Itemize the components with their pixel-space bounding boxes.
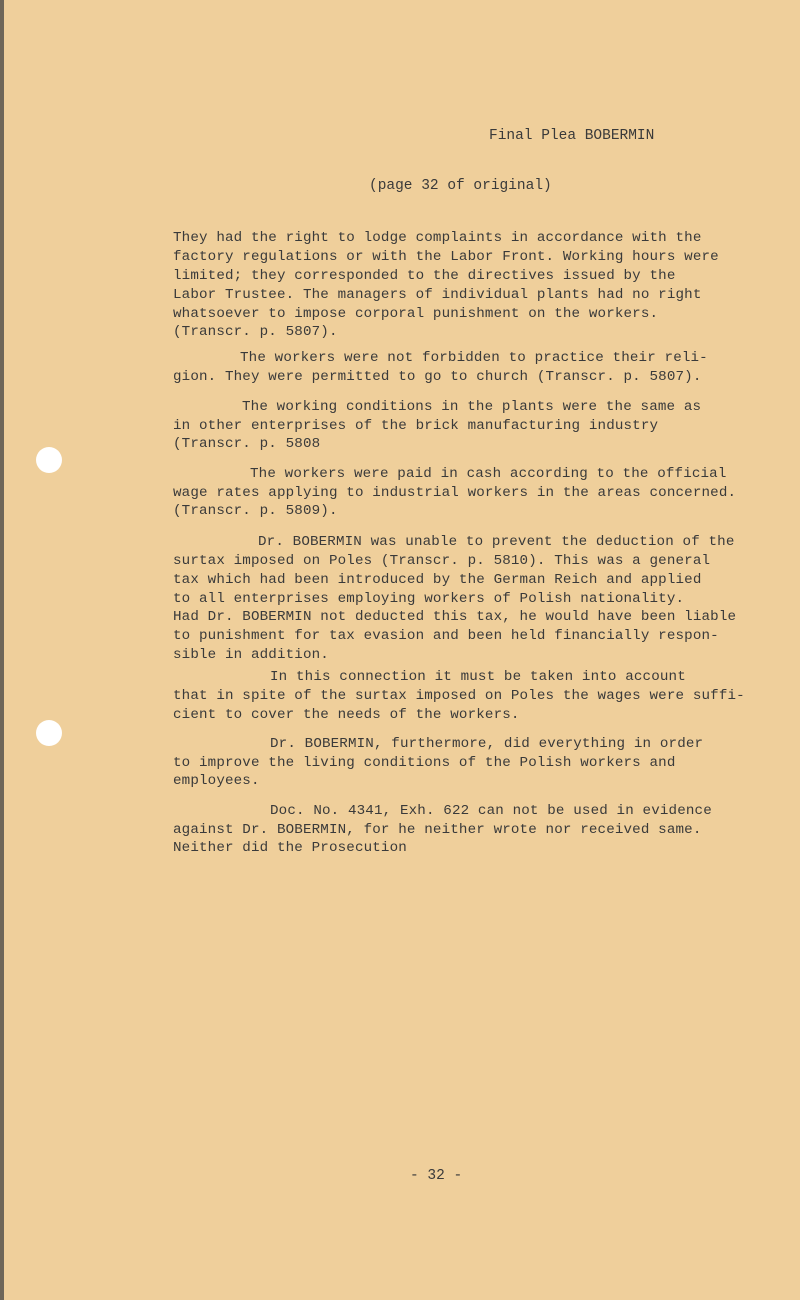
text-line: employees. xyxy=(173,773,260,789)
text-line: The workers were paid in cash according to the official xyxy=(250,466,727,482)
text-line: to improve the living conditions of the Polish workers and xyxy=(173,755,676,771)
text-line: Neither did the Prosecution xyxy=(173,840,407,856)
text-line: in other enterprises of the brick manufacturing industry xyxy=(173,418,659,434)
text-line: whatsoever to impose corporal punishment on the workers. xyxy=(173,306,659,322)
text-line: to punishment for tax evasion and been held financially respon- xyxy=(173,628,719,644)
text-line: Dr. BOBERMIN was unable to prevent the deduction of the xyxy=(258,534,735,550)
page-number: - 32 - xyxy=(410,1168,463,1184)
text-line: Doc. No. 4341, Exh. 622 can not be used in evidence xyxy=(270,803,712,819)
text-line: cient to cover the needs of the workers. xyxy=(173,707,520,723)
text-line: to all enterprises employing workers of Polish nationality. xyxy=(173,591,685,607)
punch-hole xyxy=(36,720,62,746)
text-line: tax which had been introduced by the German Reich and applied xyxy=(173,572,702,588)
text-line: surtax imposed on Poles (Transcr. p. 5810). This was a general xyxy=(173,553,711,569)
text-line: factory regulations or with the Labor Front. Working hours were xyxy=(173,249,719,265)
text-line: limited; they corresponded to the directives issued by the xyxy=(173,268,676,284)
text-line: In this connection it must be taken into account xyxy=(270,669,686,685)
text-line: They had the right to lodge complaints in accordance with the xyxy=(173,230,702,246)
original-page-reference: (page 32 of original) xyxy=(369,178,552,194)
text-line: (Transcr. p. 5807). xyxy=(173,324,338,340)
text-line: Had Dr. BOBERMIN not deducted this tax, he would have been liable xyxy=(173,609,737,625)
text-line: The workers were not forbidden to practice their reli- xyxy=(240,350,708,366)
document-title: Final Plea BOBERMIN xyxy=(489,128,655,144)
text-line: sible in addition. xyxy=(173,647,329,663)
text-line: that in spite of the surtax imposed on Poles the wages were suffi- xyxy=(173,688,745,704)
text-line: (Transcr. p. 5808 xyxy=(173,436,321,452)
text-line: wage rates applying to industrial workers in the areas concerned. xyxy=(173,485,737,501)
text-line: against Dr. BOBERMIN, for he neither wrote nor received same. xyxy=(173,822,702,838)
punch-hole xyxy=(36,447,62,473)
text-line: (Transcr. p. 5809). xyxy=(173,503,338,519)
text-line: Labor Trustee. The managers of individual plants had no right xyxy=(173,287,702,303)
page-left-edge xyxy=(0,0,4,1300)
text-line: The working conditions in the plants were the same as xyxy=(242,399,702,415)
text-line: gion. They were permitted to go to church (Transcr. p. 5807). xyxy=(173,369,702,385)
text-line: Dr. BOBERMIN, furthermore, did everything in order xyxy=(270,736,704,752)
